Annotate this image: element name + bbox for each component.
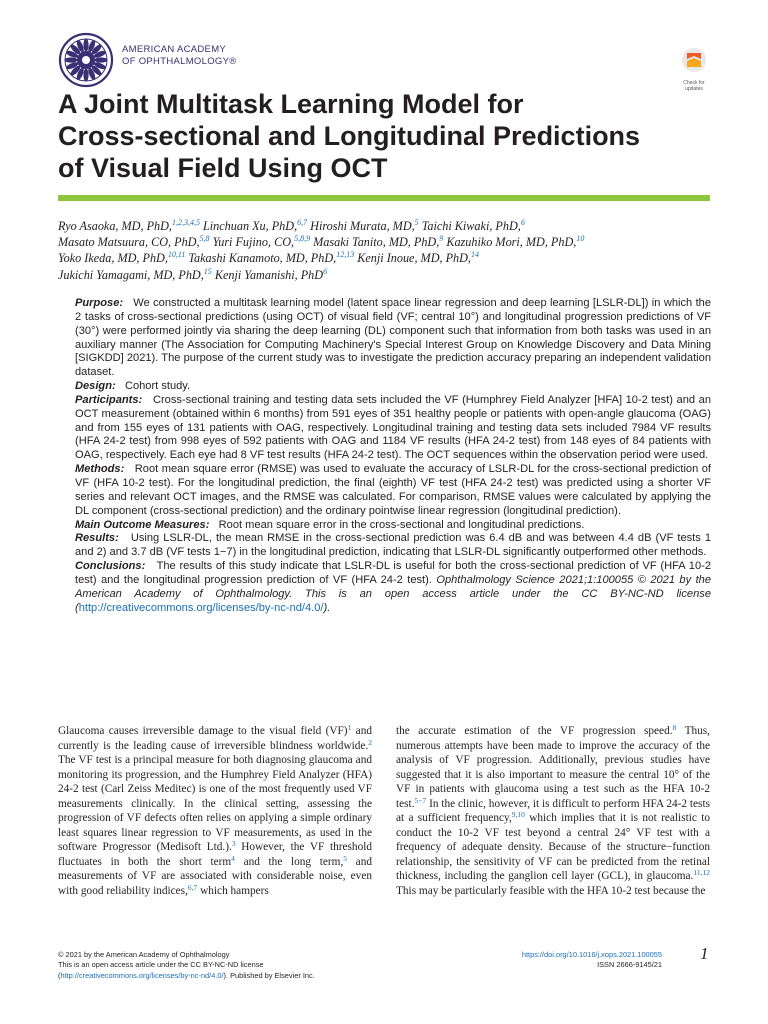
- footer-doi: [430, 950, 662, 971]
- body-paragraph: the accurate estimation of the VF progression speed.$^8$ Thus, numerous attempts have been made to improve the accuracy of the analysis of VF progression. Additionally, previous studies have suggested that it is also important to measure the central 10° of the VF in patients with glaucoma using a test such as the HFA 10-2 test.$^{5-7}$ In the clinic, however, it is difficult to perform HFA 24-2 tests at a sufficient frequency,$^{9,10}$ which implies that it is not realistic to conduct the 10-2 VF test beyond a central 24° VF test with a frequency of adequate density. Because of the structure−function relationship, the sensitivity of VF can be predicted from the retinal thickness, including the ganglion cell layer (GCL), in glaucoma.$^{11,12}$ This may be particularly feasible with the HFA 10-2 test because the: [396, 723, 710, 898]
- title-divider: [58, 195, 710, 201]
- footer-license-link[interactable]: http://creativecommons.org/licenses/by-nc-nd/4.0/: [60, 970, 224, 980]
- logo-petal: [83, 69, 88, 82]
- title-line: Cross-sectional and Longitudinal Predictions: [58, 121, 641, 151]
- reference-link[interactable]: 4: [231, 853, 235, 863]
- reference-link[interactable]: 11,12: [693, 868, 710, 878]
- reference-link[interactable]: 5: [343, 853, 348, 863]
- check-for-updates-label: Check for updates: [683, 80, 705, 92]
- abstract: [58, 297, 711, 615]
- logo-petal: [83, 39, 88, 52]
- abstract-design: Design: Cohort study.: [75, 380, 191, 393]
- author-list: [58, 218, 738, 283]
- abstract-purpose: Purpose: We constructed a multitask learning model (latent space linear regression and deep learning [LSLR-DL]) in which the 2 tasks of cross-sectional predictions (using OCT) of visual field (VF; central 10°) and longitudinal progression predictions of VF (30°) were performed jointly via sharing the deep learning (DL) component such that information from both tasks was used in an auxiliary manner (The Association for Computing Machinery's Special Interest Group on Knowledge Discovery and Data Mining [SIGKDD] 2021). The purpose of the current study was to investigate the prediction accuracy preparing an independent validation dataset.: [75, 297, 711, 379]
- title-line: A Joint Multitask Learning Model for: [58, 89, 524, 119]
- body-column-right: [396, 724, 710, 899]
- reference-link[interactable]: 8: [672, 723, 677, 732]
- abstract-results: Results: Using LSLR-DL, the mean RMSE in the cross-sectional prediction was 6.4 dB and was between 4.4 dB (VF tests 1 and 2) and 3.7 dB (VF tests 1−7) in the longitudinal prediction, indicating that LSLR-DL significantly outperformed other methods.: [75, 532, 712, 559]
- body-column-left: [58, 724, 372, 899]
- author-line: Ryo Asaoka, MD, PhD,$^{1,2,3,4,5}$ Linchuan Xu, PhD,$^{6,7}$ Hiroshi Murata, MD,$^5$ Taichi Kiwaki, PhD,$^6$: [58, 218, 525, 233]
- logo-petal: [65, 57, 78, 62]
- reference-link[interactable]: 9,10: [511, 810, 525, 820]
- doi-link[interactable]: https://doi.org/10.1016/j.xops.2021.100055: [521, 950, 662, 959]
- body-paragraph: Glaucoma causes irreversible damage to the visual field (VF)$^1$ and currently is the leading cause of irreversible blindness worldwide.$^2$ The VF test is a principal measure for both diagnosing glaucoma and monitoring its progression, and the Humphrey Field Analyzer (HFA) 24-2 test (Carl Zeiss Meditec) is one of the most frequently used VF measurements clinically. In the clinical setting, assessing the progression of VF defects often relies on applying a simple ordinary least squares linear regression to VF measurements, as used in the software Progressor (Medisoft Ltd.).$^3$ However, the VF threshold fluctuates in both the short term$^4$ and the long term,$^5$ and measurements of VF are associated with considerable noise, even with good reliability indices,$^{6,7}$ which hampers: [58, 723, 373, 898]
- citation: Ophthalmology Science 2021;1:100055 © 2021 by the American Academy of Ophthalmology. This is an open access article under the CC BY-NC-ND license (: [75, 573, 711, 614]
- organization-name: AMERICAN ACADEMY OF OPHTHALMOLOGY®: [122, 44, 237, 67]
- author-line: Jukichi Yamagami, MD, PhD,$^{15}$ Kenji Yamanishi, PhD$^6$: [58, 266, 328, 282]
- reference-link[interactable]: 6,7: [187, 883, 198, 893]
- footer-copyright: © 2021 by the American Academy of Ophthalmology This is an open access article under the CC BY-NC-ND license (http://creativecommons.org/licenses/by-nc-nd/4.0/). Published by Elsevier Inc.: [58, 950, 315, 980]
- abstract-outcome: Main Outcome Measures: Root mean square error in the cross-sectional and longitudinal predictions.: [75, 518, 585, 531]
- issn: ISSN 2666-9145/21: [597, 960, 662, 970]
- license-link[interactable]: http://creativecommons.org/licenses/by-nc-nd/4.0/: [78, 601, 324, 614]
- check-for-updates-badge[interactable]: [676, 46, 712, 92]
- crossmark-icon: [676, 46, 712, 74]
- abstract-methods: Methods: Root mean square error (RMSE) was used to evaluate the accuracy of LSLR-DL for the cross-sectional prediction of VF (HFA 10-2 test). For the longitudinal prediction, the final (eighth) VF test (HFA 24-2 test) was predicted using a shorter VF series and relevant OCT images, and the RMSE was calculated. For comparison, RMSE values were calculated by applying the DL component (cross-sectional prediction) and the ordinary pointwise linear regression (longitudinal prediction).: [75, 463, 711, 517]
- author-line: Yoko Ikeda, MD, PhD,$^{10,11}$ Takashi Kanamoto, MD, PhD,$^{12,13}$ Kenji Inoue, MD, PhD,$^{14}$: [58, 250, 479, 266]
- reference-link[interactable]: 5−7: [414, 795, 427, 805]
- author-line: Masato Matsuura, CO, PhD,$^{5,8}$ Yuri Fujino, CO,$^{5,8,9}$ Masaki Tanito, MD, PhD,$^9$ Kazuhiko Mori, MD, PhD,$^{10}$: [58, 234, 585, 250]
- abstract-participants: Participants: Cross-sectional training and testing data sets included the VF (Humphrey Field Analyzer [HFA] 10-2 test) and an OCT measurement (obtained within 6 months) from 591 eyes of 351 healthy people or patients with open-angle glaucoma (OAG) and from 155 eyes of 131 patients with OAG, respectively. Longitudinal training and testing data sets included 7984 VF results (HFA 24-2 test) from 998 eyes of 592 patients with OAG and 1184 VF results (HFA 24-2 test) from 148 eyes of 84 patients with OAG, respectively. Each eye had 8 VF test results (HFA 24-2 test). The OCT sequences within the observation period were used.: [75, 393, 711, 462]
- article-title: [58, 88, 728, 184]
- abstract-conclusions: Conclusions: The results of this study indicate that LSLR-DL is useful for both the cross-sectional prediction of VF (HFA 10-2 test) and the longitudinal progression prediction of VF (HFA 24-2 test). Ophthalmology Science 2021;1:100055 © 2021 by the American Academy of Ophthalmology. This is an open access article under the CC BY-NC-ND license (http://creativecommons.org/licenses/by-nc-nd/4.0/).: [75, 560, 711, 614]
- aao-logo-icon: [58, 32, 114, 88]
- logo-petal: [95, 57, 108, 62]
- reference-link[interactable]: 2: [368, 737, 372, 747]
- page-number: 1: [700, 944, 709, 963]
- reference-link[interactable]: 3: [231, 839, 236, 849]
- reference-link[interactable]: 1: [347, 723, 352, 732]
- title-line: of Visual Field Using OCT: [58, 153, 388, 183]
